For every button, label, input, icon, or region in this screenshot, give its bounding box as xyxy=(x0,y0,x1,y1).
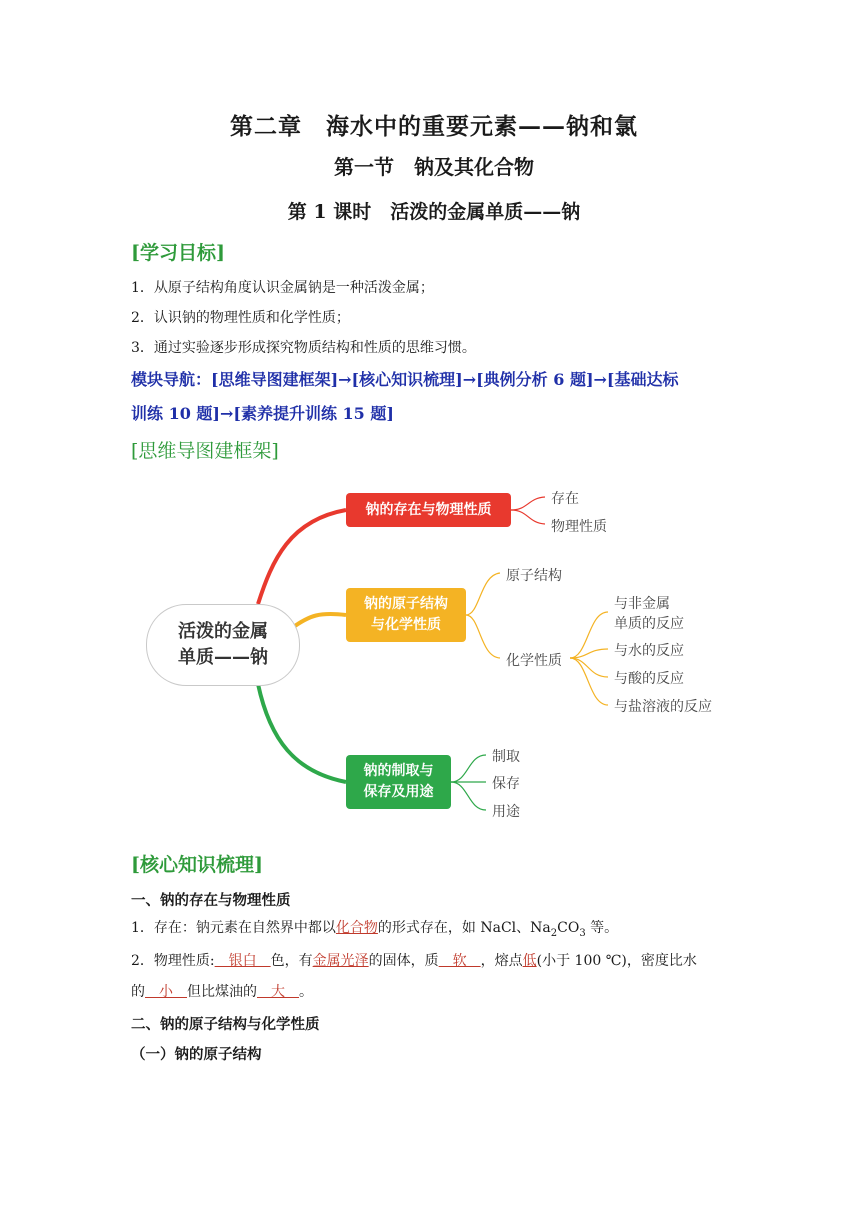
branch-label: 钠的制取与 保存及用途 xyxy=(363,763,434,800)
text-span: 等。 xyxy=(585,920,619,936)
text-span: 1．存在：钠元素在自然界中都以 xyxy=(131,920,336,936)
text-span: 2．物理性质: xyxy=(131,953,215,969)
mindmap-center-node xyxy=(146,604,300,686)
leaf-nonmetal-reaction: 与非金属 单质的反应 xyxy=(614,596,684,632)
text-span: CO xyxy=(557,920,580,936)
leaf-water-reaction: 与水的反应 xyxy=(614,643,684,659)
objectives-heading: [学习目标] xyxy=(131,242,225,264)
mindmap-branch-preparation xyxy=(346,755,451,809)
answer-low: 低 xyxy=(522,953,537,969)
text-span: 。 xyxy=(299,984,313,1000)
branch3-connector xyxy=(258,684,346,782)
text-span: ，熔点 xyxy=(480,953,523,969)
leaf-existence: 存在 xyxy=(551,491,579,507)
answer-silver-white: 银白 xyxy=(214,953,271,969)
text-span: 的形式存在，如 NaCl、Na xyxy=(377,920,551,936)
module-navigation-line2: 训练 10 题]→[素养提升训练 15 题] xyxy=(131,404,394,423)
leaf-atomic-structure: 原子结构 xyxy=(506,568,562,584)
answer-compound: 化合物 xyxy=(335,920,378,936)
mindmap-heading: [思维导图建框架] xyxy=(131,440,279,462)
branch-label: 钠的存在与物理性质 xyxy=(365,501,492,518)
chapter-title: 第二章 海水中的重要元素——钠和氯 xyxy=(230,113,638,140)
section-2-title: 二、钠的原子结构与化学性质 xyxy=(131,1016,320,1033)
mindmap-branch-structure xyxy=(346,588,466,642)
leaf-physical-properties: 物理性质 xyxy=(551,519,607,535)
lesson-title: 第 1 课时 活泼的金属单质——钠 xyxy=(287,201,581,223)
leaf-storage: 保存 xyxy=(492,776,520,792)
existence-paragraph xyxy=(131,917,618,939)
mindmap-center-label: 活泼的金属 单质——钠 xyxy=(178,621,268,668)
answer-small: 小 xyxy=(145,984,187,1000)
branch2-connector xyxy=(292,614,346,628)
branch-label: 钠的原子结构 与化学性质 xyxy=(364,596,448,633)
objective-item: 1．从原子结构角度认识金属钠是一种活泼金属； xyxy=(131,280,434,296)
answer-metallic-luster: 金属光泽 xyxy=(312,953,369,969)
leaf-chemical-properties: 化学性质 xyxy=(506,653,562,669)
answer-large: 大 xyxy=(257,984,299,1000)
subscript: 2 xyxy=(550,927,558,939)
section-1-title: 一、钠的存在与物理性质 xyxy=(131,892,291,909)
branch1-connector xyxy=(258,510,346,604)
leaf-acid-reaction: 与酸的反应 xyxy=(614,671,684,687)
objective-item: 2．认识钠的物理性质和化学性质； xyxy=(131,310,350,326)
leaf-uses: 用途 xyxy=(492,804,520,820)
answer-soft: 软 xyxy=(438,953,481,969)
knowledge-heading: [核心知识梳理] xyxy=(131,854,263,876)
subscript: 3 xyxy=(579,927,586,939)
physical-properties-line1 xyxy=(131,950,697,970)
section-title: 第一节 钠及其化合物 xyxy=(334,155,534,179)
module-navigation-line1: 模块导航：[思维导图建框架]→[核心知识梳理]→[典例分析 6 题]→[基础达标 xyxy=(131,370,679,389)
physical-properties-line2 xyxy=(131,981,313,1001)
objective-item: 3．通过实验逐步形成探究物质结构和性质的思维习惯。 xyxy=(131,340,476,356)
text-span: 但比煤油的 xyxy=(187,984,257,1000)
text-span: (小于 100 ℃)，密度比水 xyxy=(536,953,697,969)
leaf-salt-solution-reaction: 与盐溶液的反应 xyxy=(614,699,712,715)
leaf-preparation: 制取 xyxy=(492,749,520,765)
text-span: 色，有 xyxy=(270,953,313,969)
subsection-1-title: （一）钠的原子结构 xyxy=(131,1046,262,1063)
text-span: 的 xyxy=(131,984,145,1000)
mindmap-branch-existence xyxy=(346,493,511,527)
text-span: 的固体，质 xyxy=(368,953,439,969)
